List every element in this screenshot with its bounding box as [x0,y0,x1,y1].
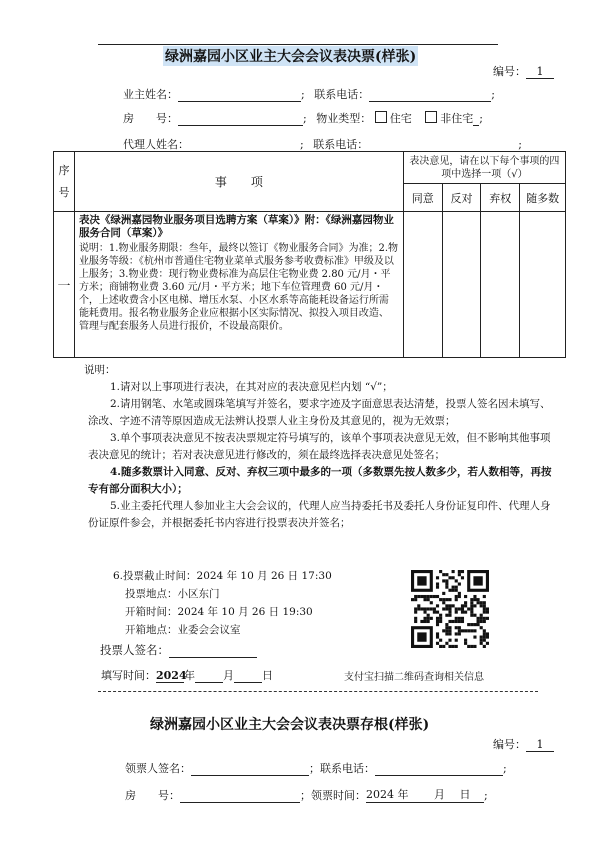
alipay-hint: 支付宝扫描二维码查询相关信息 [344,672,484,683]
voter-sign-row: 投票人签名： [100,642,257,658]
form-title: 绿洲嘉园小区业主大会会议表决票(样张) [163,46,418,66]
choice-agree-header: 同意 [403,184,442,212]
serial-number: 编号： 1 [493,63,554,79]
choice-abstain-header: 弃权 [481,184,520,212]
item-body: 说明：1.物业服务期限：叁年，最终以签订《物业服务合同》为准；2.物业服务等级：《杭州市普通住宅物业菜单式服务参考收费标准》甲级及以上服务；3.物业费：现行物业费标准为高层住宅物业费 2.80 元/月・平方米；商铺物业费 3.60 元/月・平方米；地下车位管理费 60 元/月・个，上述收费含小区电梯、增压水泵、小区水系等高能耗设备运行所需能耗费用。报名物业服务企业应根据小区实际情况、拟投入项目改造、管理与配套服务人员进行报价，不设最高限价。 [78,243,399,332]
agent-row: 代理人姓名： ; 联系电话： ; [123,138,522,151]
room-row: 房 号： ; 物业类型： 住宅 非住宅 ; [123,112,483,125]
fill-time-row: 填写时间：2024年 月 日 [101,669,273,682]
choice-majority-header: 随多数 [520,184,566,212]
owner-name-field[interactable] [178,101,301,102]
vote-oppose-cell[interactable] [442,212,481,358]
vote-majority-cell[interactable] [520,212,566,358]
row-number: 一 [54,212,75,358]
note-1: 1.请对以上事项进行表决，在其对应的表决意见栏内划 “√”； [110,381,393,393]
notes-section [84,362,558,532]
choice-oppose-header: 反对 [442,184,481,212]
col-no-header: 序号 [54,152,75,212]
open-place: 开箱地点：业委会会议室 [125,624,241,636]
room-field[interactable] [178,125,303,126]
stub-phone-field[interactable] [375,775,503,776]
stub-serial-number: 编号： 1 [493,736,554,752]
qr-code-icon[interactable] [411,570,489,648]
phone-field[interactable] [369,101,491,102]
vote-place: 投票地点：小区东门 [125,588,220,600]
stub-receive-time-field[interactable]: 2024 年 月 日 [366,786,484,803]
serial-value: 1 [526,65,554,79]
fill-month-field[interactable] [195,682,223,683]
note-3: 3.单个事项表决意见不按表决票规定符号填写的，该单个事项表决意见无效，但不影响其他事项表决意见的统计；若对表决意见进行修改的，须在最终选择表决意见处签名； [88,432,551,461]
tear-line [98,691,538,692]
item-title: 表决《绿洲嘉园物业服务项目选聘方案（草案）》附：《绿洲嘉园物业服务合同（草案）》 [78,214,394,239]
vote-abstain-cell[interactable] [481,212,520,358]
top-rule [98,44,498,45]
item-cell [74,212,403,358]
owner-name-row: 业主姓名： ; 联系电话： ; [123,88,495,101]
stub-room-row: 房 号： ；领票时间：2024 年 月 日 ; [125,788,488,802]
stub-receiver-row: 领票人签名： ；联系电话： ; [125,762,507,775]
stub-room-field[interactable] [180,802,300,803]
note-2: 2.请用钢笔、水笔或圆珠笔填写并签名，要求字迹及字面意思表达清楚，投票人签名因未填写、涂改、字迹不清等原因造成无法辨认投票人业主身份及其意见的，视为无效票； [88,398,551,427]
stub-serial-value: 1 [526,738,554,752]
nonresidential-checkbox[interactable] [425,111,437,123]
notes-heading: 说明： [84,364,116,376]
schedule-info [113,567,332,639]
note-5: 5.业主委托代理人参加业主大会会议的，代理人应当持委托书及委托人身份证复印件、代理人身份证原件参会，并根据委托书内容进行投票表决并签名； [88,500,551,529]
vote-agree-cell[interactable] [403,212,442,358]
residential-checkbox[interactable] [375,111,387,123]
open-time: 开箱时间：2024 年 10 月 26 日 19:30 [125,606,313,618]
voter-sign-field[interactable] [169,657,257,658]
stub-receiver-sign-field[interactable] [191,775,309,776]
col-item-header: 事 项 [74,152,403,212]
vote-deadline: 6.投票截止时间：2024 年 10 月 26 日 17:30 [113,570,332,582]
col-opinion-header: 表决意见，请在以下每个事项的四项中选择一项（√） [403,152,565,184]
note-4: 4.随多数票计入同意、反对、弃权三项中最多的一项（多数票先按人数多少，若人数相等，再按专有部分面积大小）； [88,466,552,495]
fill-day-field[interactable] [234,682,262,683]
vote-table [53,151,566,358]
fill-year-field[interactable]: 2024 [156,669,187,682]
stub-title: 绿洲嘉园小区业主大会会议表决票存根(样张) [150,717,430,733]
